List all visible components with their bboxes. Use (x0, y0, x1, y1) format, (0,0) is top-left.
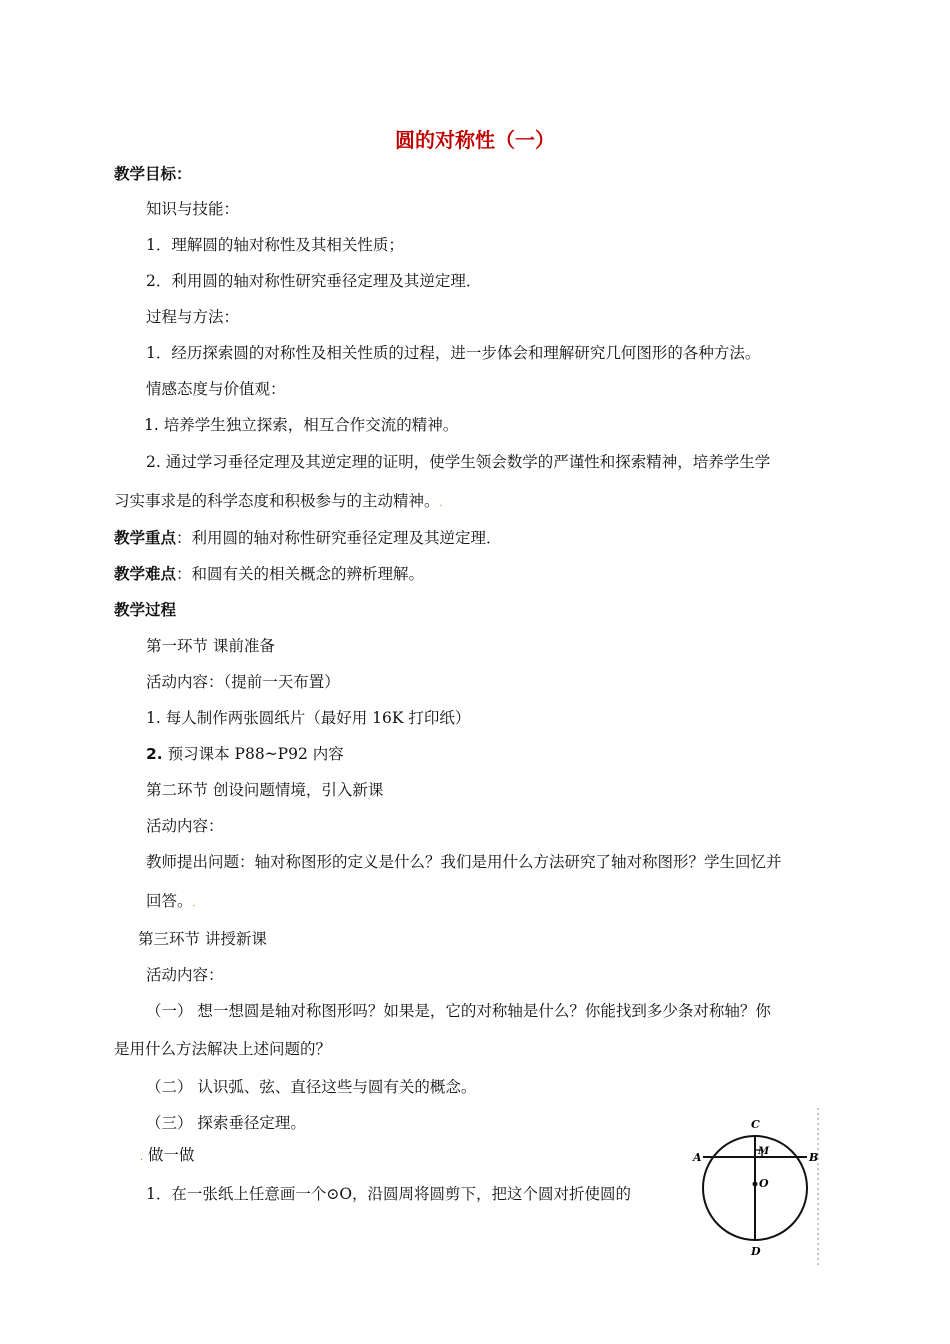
section-3-question-1-line-1: （一） 想一想圆是轴对称图形吗？如果是，它的对称轴是什么？你能找到多少条对称轴？你 (146, 1002, 771, 1020)
label-m: M (758, 1146, 770, 1157)
section-3-title: 第三环节 讲授新课 (138, 930, 267, 948)
section-1-item-1: 1. 每人制作两张圆纸片（最好用 16K 打印纸） (146, 709, 471, 727)
section-3-activity: 活动内容： (146, 966, 224, 984)
key-point (114, 528, 502, 548)
section-2-text-line-2: 回答。. (146, 892, 196, 910)
emotion-item-2-line-2: 习实事求是的科学态度和积极参与的主动精神。. (114, 492, 443, 510)
key-point-label: 教学重点 (114, 529, 177, 547)
page-title: 圆的对称性（一） (395, 128, 555, 152)
circle-figure (690, 1108, 830, 1268)
section-3-question-2: （二） 认识弧、弦、直径这些与圆有关的概念。 (146, 1078, 477, 1096)
section-2-activity: 活动内容： (146, 817, 224, 835)
section-1-item-2: 2. 预习课本 P88~P92 内容 (146, 745, 344, 763)
process-heading: 过程与方法： (146, 308, 240, 326)
goals-heading: 教学目标： (114, 165, 192, 183)
section-3-question-1-line-2: 是用什么方法解决上述问题的？ (114, 1040, 332, 1058)
knowledge-item-2: 2．利用圆的轴对称性研究垂径定理及其逆定理． (146, 272, 482, 290)
difficulty-point (114, 564, 424, 584)
label-o: O (759, 1177, 769, 1190)
label-a: A (693, 1151, 702, 1164)
do-it-heading: . 做一做 (140, 1146, 195, 1164)
label-d: D (751, 1245, 761, 1258)
emotion-item-1: 1. 培养学生独立探索，相互合作交流的精神。 (144, 416, 459, 434)
key-point-text: ：利用圆的轴对称性研究垂径定理及其逆定理． (176, 529, 502, 547)
difficulty-label: 教学难点 (114, 565, 177, 583)
section-1-activity: 活动内容：（提前一天布置） (146, 673, 340, 691)
section-2-text-line-1: 教师提出问题：轴对称图形的定义是什么？我们是用什么方法研究了轴对称图形？学生回忆并 (146, 853, 782, 871)
section-1-title: 第一环节 课前准备 (146, 637, 275, 655)
section-3-question-3: （三） 探索垂径定理。 (146, 1114, 306, 1132)
label-b: B (809, 1151, 819, 1164)
knowledge-item-1: 1．理解圆的轴对称性及其相关性质； (146, 236, 404, 254)
difficulty-text: ：和圆有关的相关概念的辨析理解。 (176, 565, 425, 583)
section-2-title: 第二环节 创设问题情境，引入新课 (146, 781, 384, 799)
label-c: C (751, 1118, 760, 1131)
emotion-item-2-line-1: 2. 通过学习垂径定理及其逆定理的证明，使学生领会数学的严谨性和探索精神，培养学生学 (146, 453, 771, 471)
process-item-1: 1．经历探索圆的对称性及相关性质的过程，进一步体会和理解研究几何图形的各种方法。 (146, 344, 761, 362)
emotion-heading: 情感态度与价值观： (146, 380, 286, 398)
process-title: 教学过程 (114, 601, 177, 619)
center-point (753, 1182, 758, 1187)
knowledge-heading: 知识与技能： (146, 200, 240, 218)
do-it-item-1: 1．在一张纸上任意画一个⊙O，沿圆周将圆剪下，把这个圆对折使圆的 (146, 1185, 632, 1203)
